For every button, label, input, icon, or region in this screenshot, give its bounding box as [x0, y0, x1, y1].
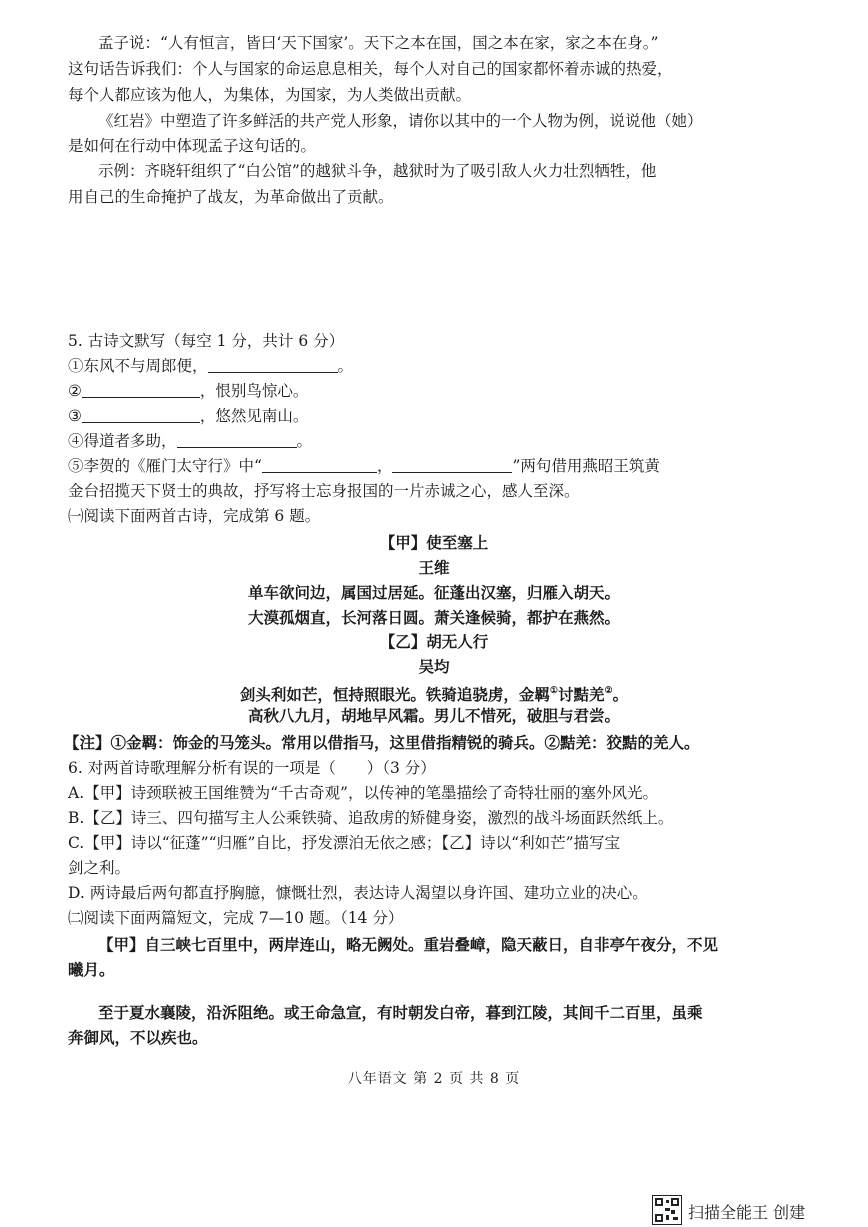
page-footer: 八年语文 第 2 页 共 8 页 [347, 1071, 521, 1087]
answer-blank-1[interactable] [208, 356, 338, 373]
passage-line-3: 每个人都应该为他人，为集体，为国家，为人类做出贡献。 [68, 86, 472, 104]
q5-item-2-text: ，恨别鸟惊心。 [199, 382, 309, 400]
qr-code-icon [652, 1195, 682, 1225]
poem-b-line-1 [0, 680, 868, 706]
q6-option-c[interactable]: C.【甲】诗以“征蓬”“归雁”自比，抒发漂泊无依之感；【乙】诗以“利如芒”描写宝 [68, 834, 621, 852]
annotation-note: 【注】①金羁：饰金的马笼头。常用以借指马，这里借指精锐的骑兵。②黠羌：狡黠的羌人。 [64, 733, 700, 752]
answer-blank-5[interactable] [262, 456, 377, 473]
q5-item-4-text: ④得道者多助， [68, 432, 177, 450]
poem-b-author: 吴均 [418, 657, 450, 676]
poem-a-title: 【甲】使至塞上 [379, 533, 489, 552]
footnote-mark-1: ① [549, 686, 558, 696]
q5-item-3 [68, 405, 308, 427]
q5-item-3-num: ③ [68, 407, 82, 425]
q5-item-1-end: 。 [337, 357, 354, 375]
prose-line-1: 【甲】自三峡七百里中，两岸连山，略无阙处。重岩叠嶂，隐天蔽日，自非亭午夜分，不见 [98, 935, 719, 954]
q6-stem: 6. 对两首诗歌理解分析有误的一项是（ ）（3 分） [68, 759, 436, 777]
passage-line-2: 这句话告诉我们：个人与国家的命运息息相关，每个人对自己的国家都怀着赤诚的热爱， [68, 60, 673, 78]
answer-blank-2[interactable] [82, 381, 200, 398]
q5-item-5-text: ⑤李贺的《雁门太守行》中“ [68, 457, 262, 475]
q5-item-3-text: ，悠然见南山。 [199, 407, 309, 425]
q6-option-a[interactable]: A.【甲】诗颈联被王国维赞为“千古奇观”，以传神的笔墨描绘了奇特壮丽的塞外风光。 [68, 784, 658, 802]
q6-option-c-cont: 剑之利。 [68, 859, 131, 877]
poem-b-line-1-b: 讨黠羌 [557, 685, 605, 704]
q5-item-4-end: 。 [296, 432, 313, 450]
prose-line-2: 曦月。 [68, 960, 115, 979]
section-1-heading: ㈠阅读下面两首古诗，完成第 6 题。 [68, 507, 321, 525]
answer-blank-3[interactable] [82, 406, 200, 423]
q5-item-2-num: ② [68, 382, 82, 400]
footnote-mark-2: ② [604, 686, 613, 696]
passage-line-4: 《红岩》中塑造了许多鲜活的共产党人形象，请你以其中的一个人物为例，说说他（她） [98, 112, 703, 130]
q5-item-5-comma: ， [376, 457, 393, 475]
q5-item-2 [68, 380, 308, 402]
q5-title: 5. 古诗文默写（每空 1 分，共计 6 分） [68, 332, 345, 350]
section-2-heading: ㈡阅读下面两篇短文，完成 7—10 题。（14 分） [68, 909, 404, 927]
answer-blank-4[interactable] [177, 431, 297, 448]
poem-b-line-1-c: 。 [612, 685, 629, 704]
prose-line-3: 至于夏水襄陵，沿泝阻绝。或王命急宣，有时朝发白帝，暮到江陵，其间千二百里，虽乘 [98, 1003, 703, 1022]
q5-item-4 [68, 430, 312, 452]
passage-line-1: 孟子说：“人有恒言，皆曰‘天下国家’。天下之本在国，国之本在家，家之本在身。” [98, 34, 659, 52]
scanner-brand-text: 扫描全能王 创建 [688, 1203, 806, 1222]
answer-blank-6[interactable] [392, 456, 512, 473]
example-line-1: 示例：齐晓轩组织了“白公馆”的越狱斗争，越狱时为了吸引敌人火力壮烈牺牲，他 [98, 162, 657, 180]
poem-b-title: 【乙】胡无人行 [379, 632, 489, 651]
q6-option-b[interactable]: B.【乙】诗三、四句描写主人公乘铁骑、追敌虏的矫健身姿，激烈的战斗场面跃然纸上。 [68, 809, 674, 827]
q5-item-1 [68, 355, 353, 377]
poem-a-line-1: 单车欲问边，属国过居延。征蓬出汉塞，归雁入胡天。 [247, 583, 620, 602]
poem-b-line-2: 高秋八九月，胡地早风霜。男儿不惜死，破胆与君尝。 [247, 706, 620, 725]
prose-line-4: 奔御风，不以疾也。 [68, 1028, 208, 1047]
q5-item-5-cont: 金台招揽天下贤士的典故，抒写将士忘身报国的一片赤诚之心，感人至深。 [68, 482, 580, 500]
passage-line-5: 是如何在行动中体现孟子这句话的。 [68, 137, 317, 155]
poem-a-line-2: 大漠孤烟直，长河落日圆。萧关逢候骑，都护在燕然。 [247, 608, 620, 627]
q6-option-d[interactable]: D. 两诗最后两句都直抒胸臆，慷慨壮烈，表达诗人渴望以身许国、建功立业的决心。 [68, 884, 648, 902]
q5-item-5-tail: ”两句借用燕昭王筑黄 [512, 457, 660, 475]
q5-item-1-text: ①东风不与周郎便， [68, 357, 208, 375]
poem-a-author: 王维 [418, 558, 450, 577]
poem-b-line-1-a: 剑头利如芒，恒持照眼光。铁骑追骁虏，金羁 [239, 685, 550, 704]
example-line-2: 用自己的生命掩护了战友，为革命做出了贡献。 [68, 188, 394, 206]
q5-item-5 [68, 455, 660, 477]
